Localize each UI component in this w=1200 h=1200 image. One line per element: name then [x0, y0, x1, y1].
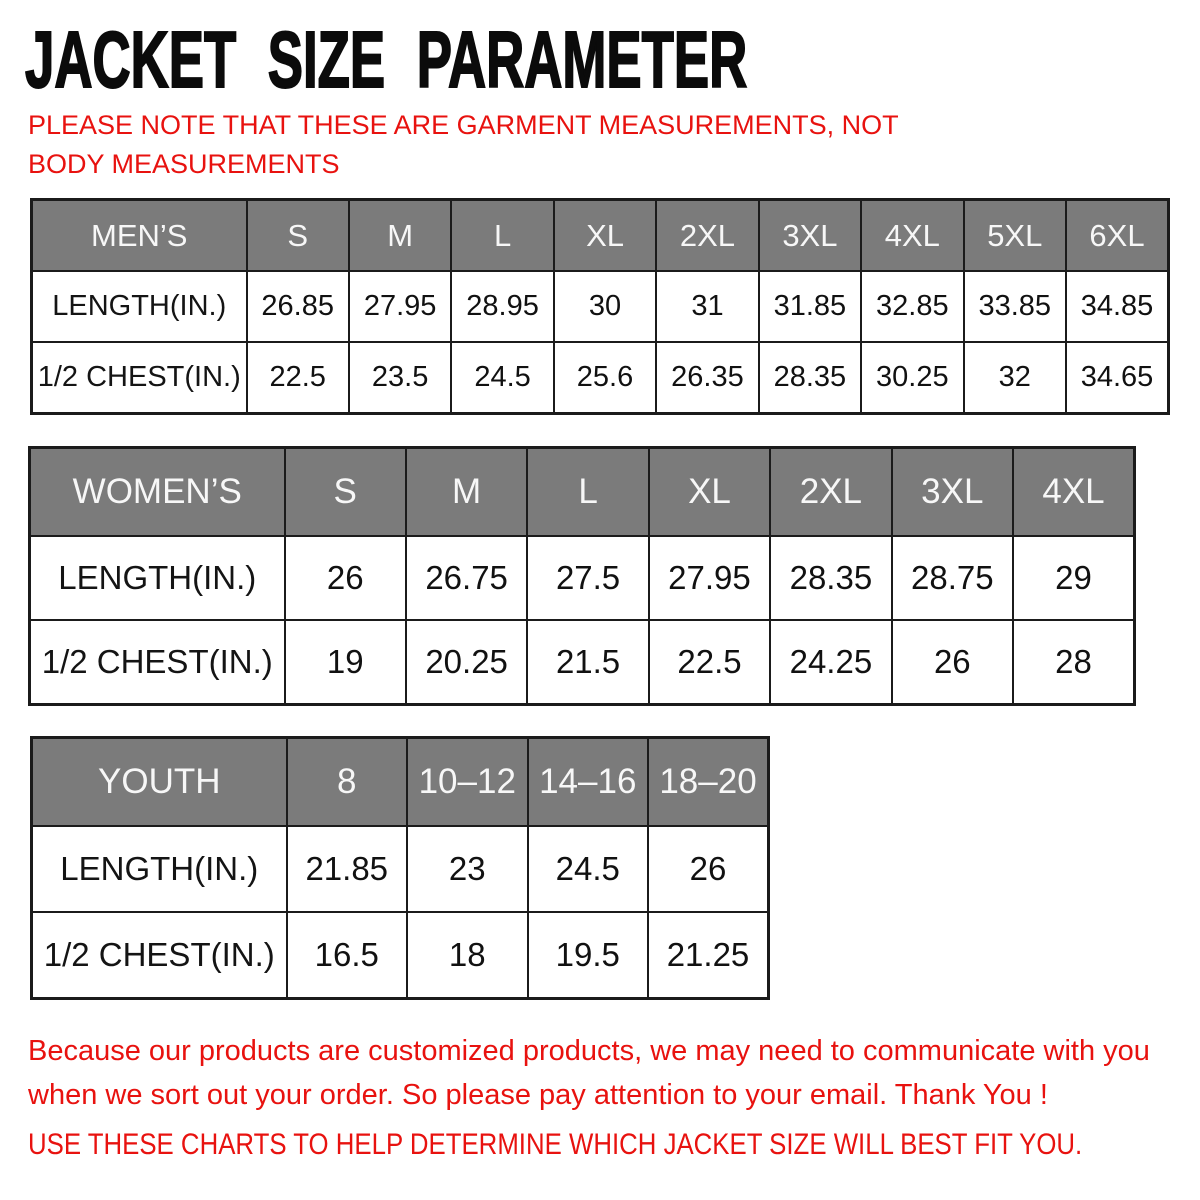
size-value-cell: 33.85: [964, 271, 1066, 342]
table-header-row: [32, 200, 1169, 272]
size-header-cell: XL: [649, 448, 770, 537]
size-value-cell: 21.85: [287, 826, 408, 912]
row-label-cell: LENGTH(IN.): [32, 826, 287, 912]
size-value-cell: 34.85: [1066, 271, 1169, 342]
size-header-cell: L: [451, 200, 553, 272]
size-value-cell: 26.75: [406, 536, 527, 620]
row-label-cell: 1/2 CHEST(IN.): [30, 620, 285, 705]
size-header-cell: S: [247, 200, 349, 272]
size-value-cell: 26: [892, 620, 1013, 705]
size-value-cell: 24.5: [451, 342, 553, 414]
size-value-cell: 29: [1013, 536, 1134, 620]
size-value-cell: 28.95: [451, 271, 553, 342]
size-header-cell: 8: [287, 738, 408, 827]
size-header-cell: 6XL: [1066, 200, 1169, 272]
size-value-cell: 30: [554, 271, 656, 342]
size-header-cell: 3XL: [759, 200, 861, 272]
size-header-cell: 5XL: [964, 200, 1066, 272]
row-label-cell: LENGTH(IN.): [32, 271, 247, 342]
table-title-cell: WOMEN’S: [30, 448, 285, 537]
size-value-cell: 28: [1013, 620, 1134, 705]
footer-fit-instruction: USE THESE CHARTS TO HELP DETERMINE WHICH JACKET SIZE WILL BEST FIT YOU.: [28, 1128, 1083, 1161]
size-value-cell: 27.95: [649, 536, 770, 620]
size-header-cell: S: [285, 448, 406, 537]
size-value-cell: 22.5: [247, 342, 349, 414]
table-row: [32, 826, 769, 912]
row-label-cell: 1/2 CHEST(IN.): [32, 342, 247, 414]
size-value-cell: 19: [285, 620, 406, 705]
size-value-cell: 25.6: [554, 342, 656, 414]
size-header-cell: 3XL: [892, 448, 1013, 537]
size-value-cell: 32: [964, 342, 1066, 414]
size-value-cell: 19.5: [528, 912, 649, 999]
size-header-cell: L: [527, 448, 648, 537]
size-header-cell: 10–12: [407, 738, 528, 827]
size-value-cell: 23: [407, 826, 528, 912]
table-row: [30, 620, 1135, 705]
size-value-cell: 28.75: [892, 536, 1013, 620]
size-value-cell: 24.25: [770, 620, 891, 705]
size-value-cell: 16.5: [287, 912, 408, 999]
size-value-cell: 21.25: [648, 912, 769, 999]
mens-size-table: [30, 198, 1170, 415]
size-value-cell: 31: [656, 271, 758, 342]
size-header-cell: M: [349, 200, 451, 272]
size-value-cell: 24.5: [528, 826, 649, 912]
size-value-cell: 31.85: [759, 271, 861, 342]
size-value-cell: 20.25: [406, 620, 527, 705]
size-value-cell: 27.5: [527, 536, 648, 620]
table-row: [30, 536, 1135, 620]
size-header-cell: 2XL: [656, 200, 758, 272]
size-header-cell: 4XL: [861, 200, 963, 272]
table-title-cell: MEN’S: [32, 200, 247, 272]
size-value-cell: 26.85: [247, 271, 349, 342]
youth-size-table: [30, 736, 770, 1000]
size-value-cell: 27.95: [349, 271, 451, 342]
size-value-cell: 28.35: [759, 342, 861, 414]
size-header-cell: 4XL: [1013, 448, 1134, 537]
table-title-cell: YOUTH: [32, 738, 287, 827]
size-value-cell: 34.65: [1066, 342, 1169, 414]
table-header-row: [30, 448, 1135, 537]
size-header-cell: 18–20: [648, 738, 769, 827]
size-header-cell: M: [406, 448, 527, 537]
size-value-cell: 23.5: [349, 342, 451, 414]
size-value-cell: 26.35: [656, 342, 758, 414]
table-row: [32, 912, 769, 999]
page-title: JACKET SIZE PARAMETER: [25, 15, 748, 104]
size-value-cell: 32.85: [861, 271, 963, 342]
size-header-cell: 2XL: [770, 448, 891, 537]
table-row: [32, 271, 1169, 342]
size-value-cell: 30.25: [861, 342, 963, 414]
size-value-cell: 18: [407, 912, 528, 999]
table-row: [32, 342, 1169, 414]
row-label-cell: LENGTH(IN.): [30, 536, 285, 620]
size-header-cell: XL: [554, 200, 656, 272]
size-value-cell: 26: [285, 536, 406, 620]
footer-communication-note: Because our products are customized products, we may need to communicate with you when we sort out your order. So please pay attention to your email. Thank You !: [28, 1035, 1150, 1111]
size-header-cell: 14–16: [528, 738, 649, 827]
size-value-cell: 26: [648, 826, 769, 912]
size-value-cell: 22.5: [649, 620, 770, 705]
row-label-cell: 1/2 CHEST(IN.): [32, 912, 287, 999]
size-value-cell: 28.35: [770, 536, 891, 620]
table-header-row: [32, 738, 769, 827]
womens-size-table: [28, 446, 1136, 706]
garment-measurement-note: PLEASE NOTE THAT THESE ARE GARMENT MEASUREMENTS, NOT BODY MEASUREMENTS: [28, 110, 899, 180]
size-value-cell: 21.5: [527, 620, 648, 705]
